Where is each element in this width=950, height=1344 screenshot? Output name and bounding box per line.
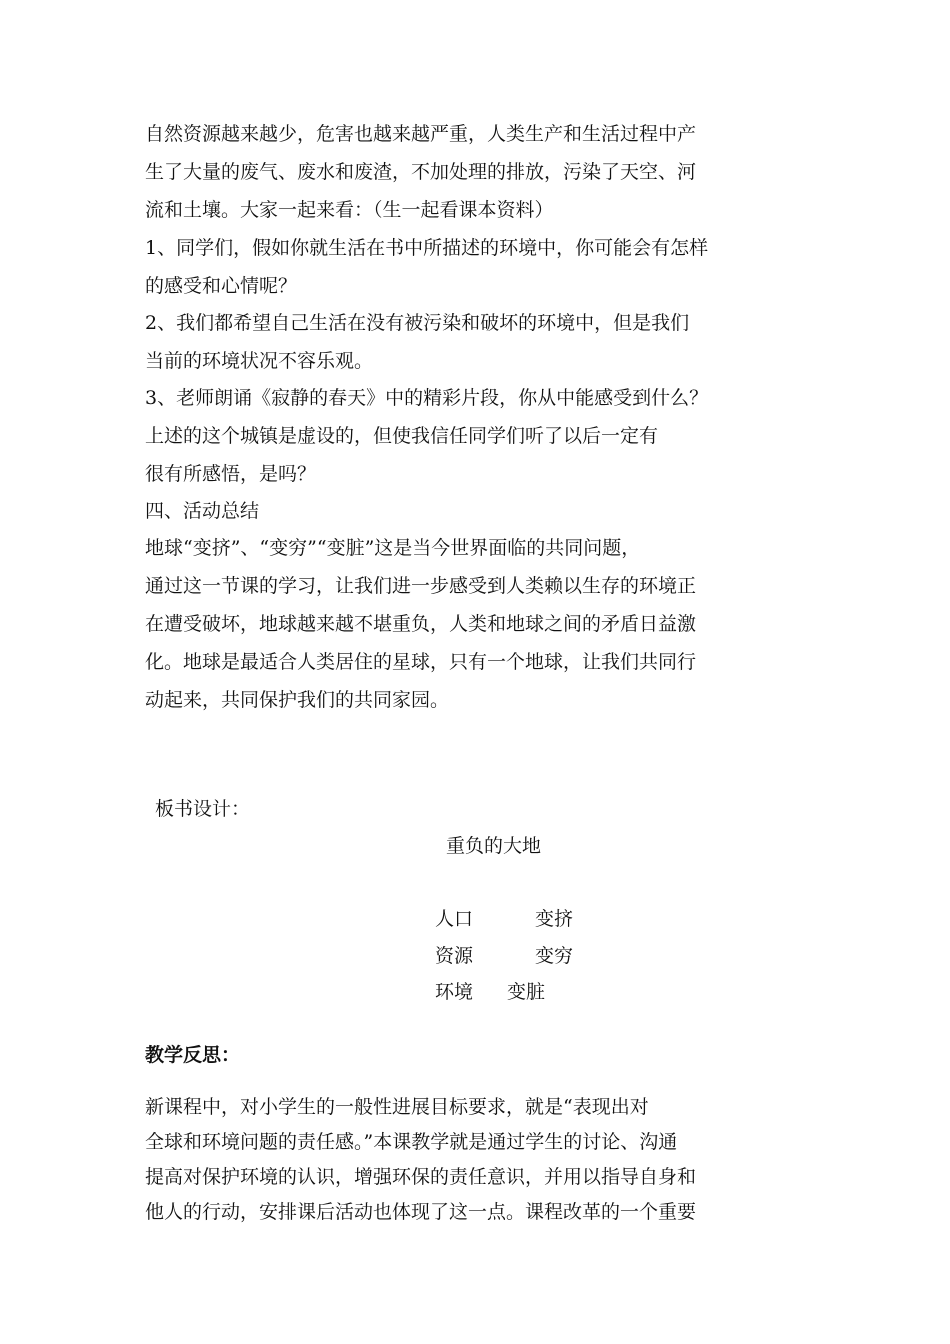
board-row-left: 人口 bbox=[435, 908, 474, 930]
text-line: 地球“变挤”、“变穷”“变脏”这是当今世界面临的共同问题， bbox=[145, 537, 641, 559]
text-line: 当前的环境状况不容乐观。 bbox=[145, 350, 374, 372]
board-row-right: 变脏 bbox=[507, 981, 546, 1003]
text-line: 很有所感悟，是吗？ bbox=[145, 463, 317, 485]
text-line: 3、老师朗诵《寂静的春天》中的精彩片段，你从中能感受到什么？ bbox=[145, 387, 709, 409]
board-row-right: 变挤 bbox=[535, 908, 574, 930]
text-line: 他人的行动，安排课后活动也体现了这一点。课程改革的一个重要 bbox=[145, 1201, 697, 1223]
text-line: 动起来，共同保护我们的共同家园。 bbox=[145, 689, 450, 711]
board-title: 重负的大地 bbox=[446, 835, 542, 857]
text-line: 的感受和心情呢？ bbox=[145, 275, 298, 297]
board-label: 板书设计： bbox=[155, 798, 251, 820]
text-line: 新课程中，对小学生的一般性进展目标要求，就是“表现出对 bbox=[145, 1096, 649, 1118]
text-line: 化。地球是最适合人类居住的星球，只有一个地球，让我们共同行 bbox=[145, 651, 697, 673]
text-line: 通过这一节课的学习，让我们进一步感受到人类赖以生存的环境正 bbox=[145, 575, 697, 597]
board-row-left: 环境 bbox=[435, 981, 474, 1003]
text-line: 1、同学们，假如你就生活在书中所描述的环境中，你可能会有怎样 bbox=[145, 237, 709, 259]
text-line: 提高对保护环境的认识，增强环保的责任意识，并用以指导自身和 bbox=[145, 1166, 697, 1188]
text-line: 自然资源越来越少，危害也越来越严重，人类生产和生活过程中产 bbox=[145, 123, 697, 145]
text-line: 流和土壤。大家一起来看：（生一起看课本资料） bbox=[145, 199, 554, 221]
text-line: 全球和环境问题的责任感。”本课教学就是通过学生的讨论、沟通 bbox=[145, 1131, 678, 1153]
board-row-right: 变穷 bbox=[535, 945, 574, 967]
section-heading: 四、活动总结 bbox=[145, 500, 260, 522]
text-line: 2、我们都希望自己生活在没有被污染和破坏的环境中，但是我们 bbox=[145, 312, 690, 334]
text-line: 在遭受破坏，地球越来越不堪重负，人类和地球之间的矛盾日益激 bbox=[145, 613, 697, 635]
reflection-heading: 教学反思： bbox=[145, 1044, 241, 1066]
text-line: 上述的这个城镇是虚设的，但使我信任同学们听了以后一定有 bbox=[145, 425, 659, 447]
board-row-left: 资源 bbox=[435, 945, 474, 967]
text-line: 生了大量的废气、废水和废渣，不加处理的排放，污染了天空、河 bbox=[145, 161, 697, 183]
